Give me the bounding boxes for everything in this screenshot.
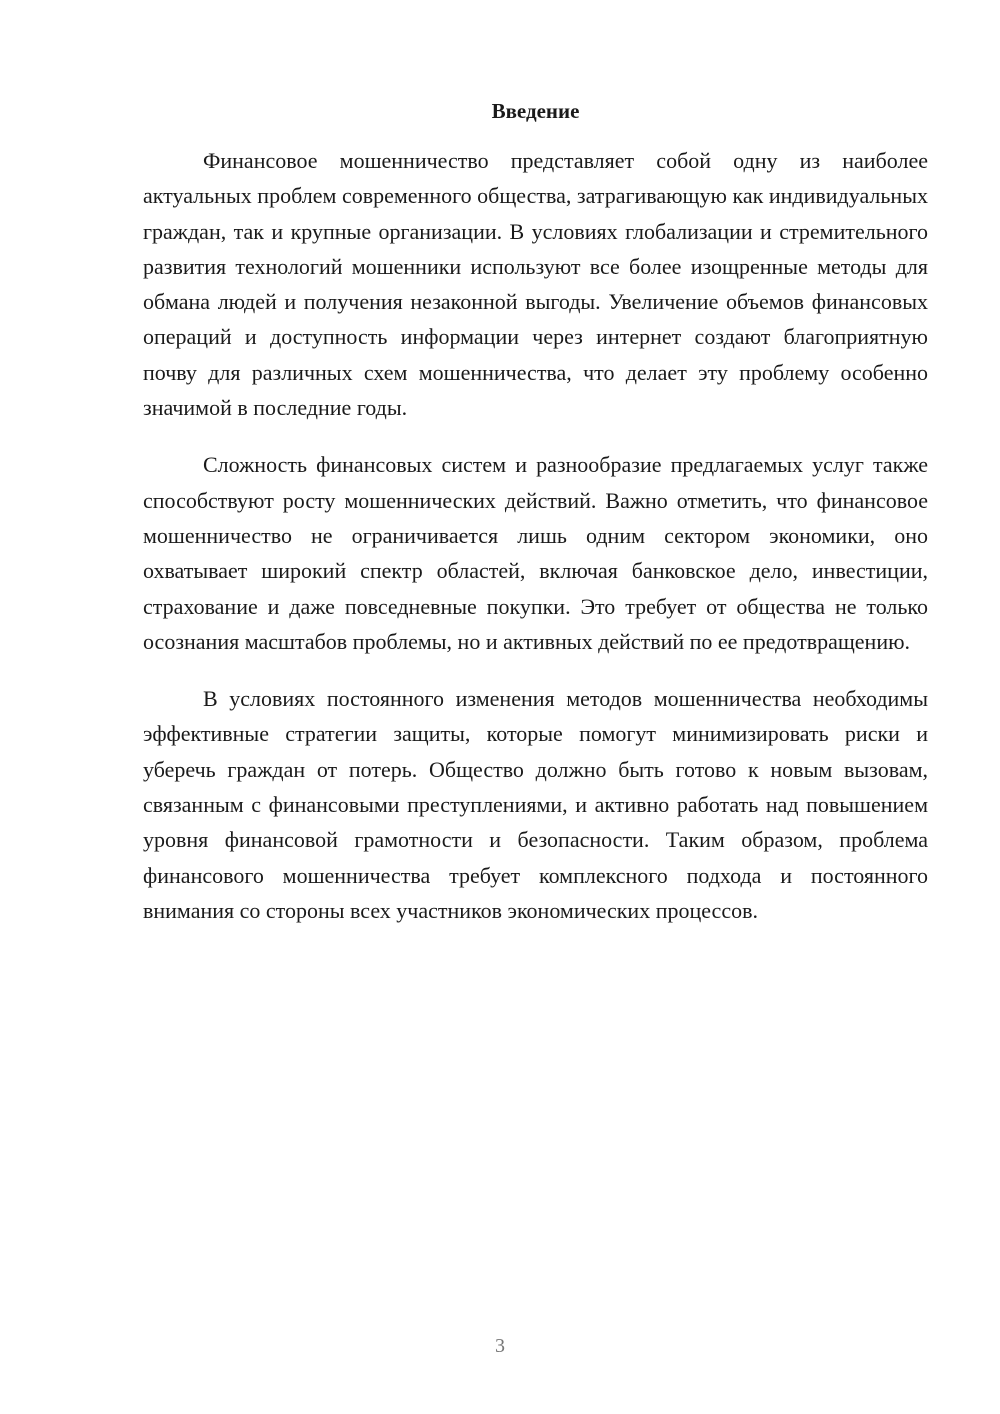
paragraph-2: Сложность финансовых систем и разнообразие предлагаемых услуг также способствуют росту мошеннических действий. Важно отметить, что финансовое мошенничество не ограничивается лишь одним сектором экономики, оно охватывает широкий спектр областей, включая банковское дело, инвестиции, страхование и даже повседневные покупки. Это требует от общества не только осознания масштабов проблемы, но и активных действий по ее предотвращению.	[143, 452, 928, 654]
section-title: Введение	[491, 99, 580, 123]
page-number: 3	[495, 1335, 505, 1357]
paragraph-1: Финансовое мошенничество представляет собой одну из наиболее актуальных проблем современного общества, затрагивающую как индивидуальных граждан, так и крупные организации. В условиях глобализации и стремительного развития технологий мошенники используют все более изощренные методы для обмана людей и получения незаконной выгоды. Увеличение объемов финансовых операций и доступность информации через интернет создают благоприятную почву для различных схем мошенничества, что делает эту проблему особенно значимой в последние годы.	[143, 148, 928, 421]
body-text	[143, 143, 928, 950]
paragraph-3: В условиях постоянного изменения методов мошенничества необходимы эффективные стратегии защиты, которые помогут минимизировать риски и уберечь граждан от потерь. Общество должно быть готово к новым вызовам, связанным с финансовыми преступлениями, и активно работать над повышением уровня финансовой грамотности и безопасности. Таким образом, проблема финансового мошенничества требует комплексного подхода и постоянного внимания со стороны всех участников экономических процессов.	[143, 686, 928, 923]
